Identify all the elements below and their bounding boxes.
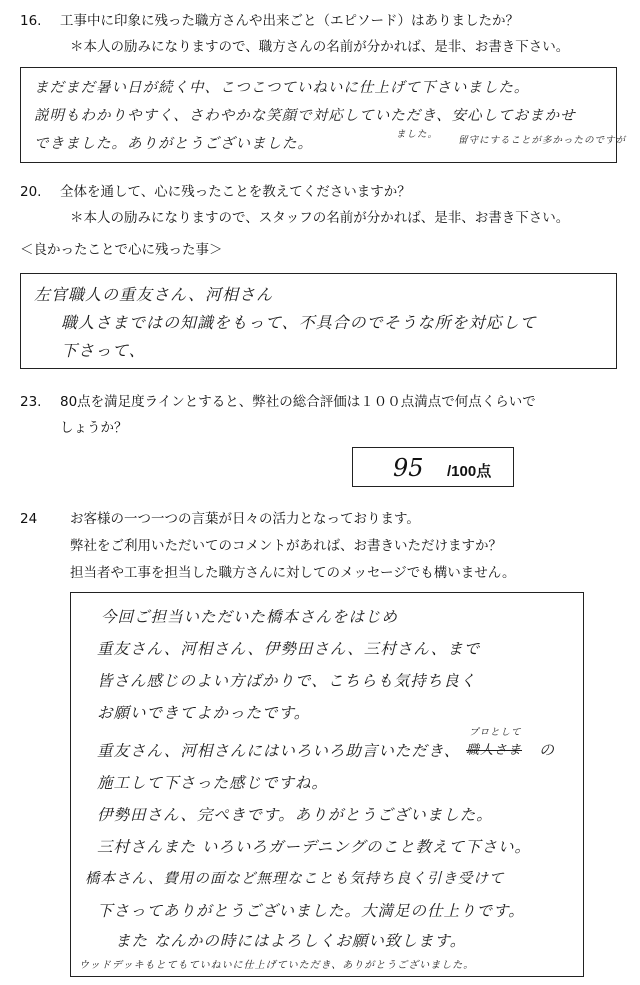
q24-answer-line-11: また なんかの時にはよろしくお願い致します。 xyxy=(115,932,467,950)
q23-question-line-2: しょうか？ xyxy=(60,420,128,436)
q20-section-label: ＜良かったことで心に残った事＞ xyxy=(20,242,223,258)
q23-number: 23. xyxy=(20,394,42,410)
q23-score-value: 95 xyxy=(393,454,424,482)
q16-answer-line-3: できました。ありがとうございました。 xyxy=(34,136,313,152)
q24-answer-box xyxy=(70,592,584,977)
q24-answer-line-10: 下さってありがとうございました。大満足の仕上りです。 xyxy=(97,902,525,920)
q20-answer-line-2: 職人さまではの知識をもって、不具合のでそうな所を対応して xyxy=(61,313,537,332)
q24-answer-line-3: 皆さん感じのよい方ばかりで、こちらも気持ち良く xyxy=(97,672,477,690)
q16-note: ＊本人の励みになりますので、職方さんの名前が分かれば、是非、お書き下さい。 xyxy=(70,39,570,55)
q23-question-line-1: 80点を満足度ラインとすると、弊社の総合評価は１００点満点で何点くらいで xyxy=(60,394,536,410)
q24-answer-line-4: お願いできてよかったです。 xyxy=(97,704,311,722)
q16-answer-line-1: まだまだ暑い日が続く中、こつこつていねいに仕上げて下さいました。 xyxy=(34,80,530,96)
q24-insert-text: プロとして xyxy=(469,727,522,738)
q16-answer-box xyxy=(20,67,627,163)
q23-score-box xyxy=(352,447,514,487)
q24-after-strike: の xyxy=(539,741,556,759)
q24-answer-line-7: 伊勢田さん、完ぺきです。ありがとうございました。 xyxy=(97,806,493,824)
q24-footer-line: ウッドデッキもとてもていねいに仕上げていただき、ありがとうございました。 xyxy=(79,960,475,971)
q24-answer-line-9: 橋本さん、費用の面など無理なことも気持ち良く引き受けて xyxy=(85,871,505,887)
q16-answer-note-2: 留守にすることが多かったのですが xyxy=(458,135,627,146)
q20-answer-box xyxy=(20,273,617,369)
q20-question: 全体を通して、心に残ったことを教えてくださいますか？ xyxy=(60,184,411,200)
q20-answer-line-1: 左官職人の重友さん、河相さん xyxy=(34,285,273,304)
q24-question-line-3: 担当者や工事を担当した職方さんに対してのメッセージでも構いません。 xyxy=(70,565,516,581)
q24-answer-line-1: 今回ご担当いただいた橋本さんをはじめ xyxy=(101,608,399,626)
q24-strike-text: 職人さま xyxy=(466,743,523,758)
q16-answer-note-1: ました。 xyxy=(396,129,439,140)
q24-question-line-2: 弊社をご利用いただいてのコメントがあれば、お書きいただけますか？ xyxy=(70,538,502,554)
q20-note: ＊本人の励みになりますので、スタッフの名前が分かれば、是非、お書き下さい。 xyxy=(70,210,570,226)
q16-question: 工事中に印象に残った職方さんや出来ごと（エピソード）はありましたか？ xyxy=(60,13,519,29)
q24-answer-line-8: 三村さんまた いろいろガーデニングのこと教えて下さい。 xyxy=(97,838,531,856)
q20-number: 20. xyxy=(20,184,42,200)
q24-answer-line-6: 施工して下さった感じですね。 xyxy=(97,774,329,792)
q24-answer-line-5: 重友さん、河相さんにはいろいろ助言いただき、 xyxy=(97,742,461,760)
q23-score-unit: /100点 xyxy=(447,463,492,480)
q24-number: 24 xyxy=(20,511,38,527)
q24-question-line-1: お客様の一つ一つの言葉が日々の活力となっております。 xyxy=(70,511,420,527)
q24-answer-line-2: 重友さん、河相さん、伊勢田さん、三村さん、まで xyxy=(97,640,481,658)
q16-number: 16. xyxy=(20,13,42,29)
q16-answer-line-2: 説明もわかりやすく、さわやかな笑顔で対応していただき、安心しておまかせ xyxy=(34,108,576,124)
q20-answer-line-3: 下さって、 xyxy=(61,341,146,360)
